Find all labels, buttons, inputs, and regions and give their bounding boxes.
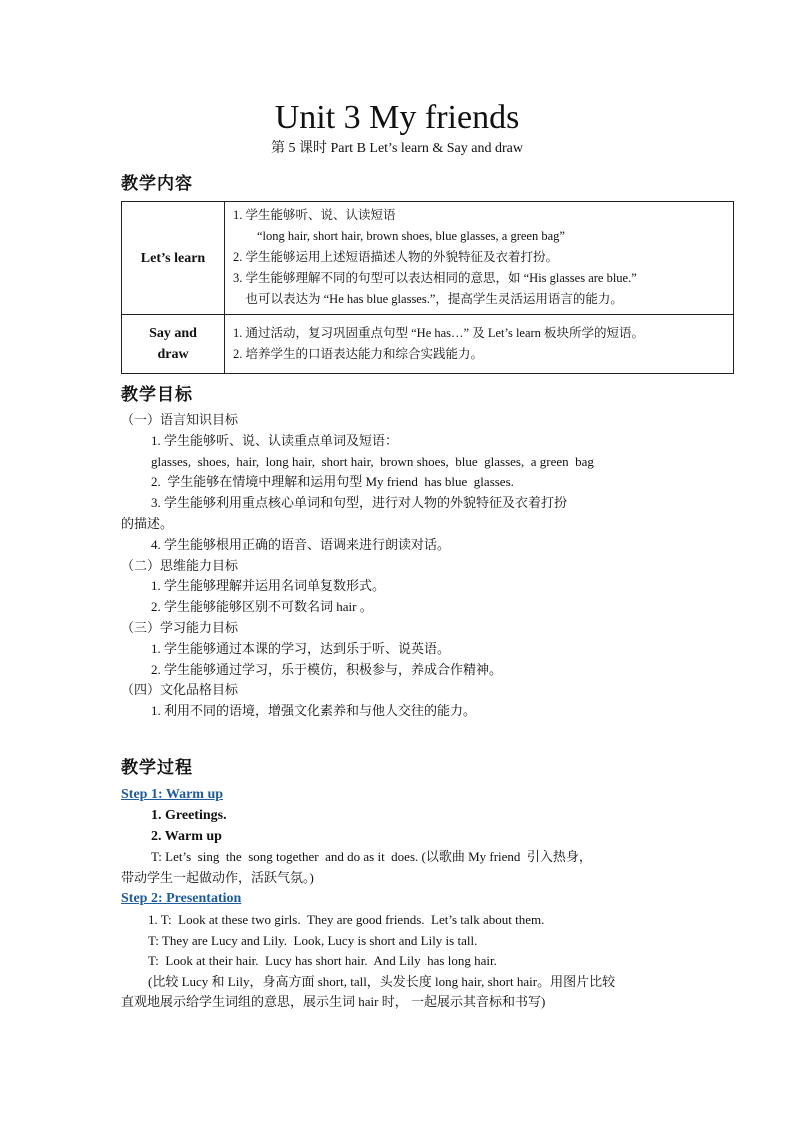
objective-item: 1. 学生能够理解并运用名词单复数形式。 — [151, 578, 386, 594]
row-label-line: draw — [157, 347, 189, 362]
description-line: 1. 学生能够听、说、认读短语 — [233, 208, 396, 222]
description-line: 3. 学生能够理解不同的句型可以表达相同的意思，如 “His glasses are blue.” — [233, 271, 637, 285]
section-heading-objectives: 教学目标 — [121, 385, 193, 405]
objective-item: glasses, shoes, hair, long hair, short hair, brown shoes, blue glasses, a green bag — [151, 453, 594, 469]
section-heading-content: 教学内容 — [121, 174, 193, 194]
step-line: (比较 Lucy 和 Lily，身高方面 short, tall，头发长度 long hair, short hair。用图片比较 — [148, 973, 616, 989]
step-1-content — [121, 806, 681, 888]
table-row — [122, 315, 734, 374]
step-2-content — [121, 910, 681, 1013]
description-line: 也可以表达为 “He has blue glasses.”，提高学生灵活运用语言的能力。 — [233, 292, 623, 306]
objective-category: （四）文化品格目标 — [121, 682, 239, 698]
step-1-heading: Step 1: Warm up — [121, 787, 224, 802]
row-label-lets-learn: Let’s learn — [122, 202, 225, 315]
document-title: Unit 3 My friends — [274, 99, 520, 136]
objective-category: （三）学习能力目标 — [121, 619, 239, 635]
step-line: T: They are Lucy and Lily. Look, Lucy is short and Lily is tall. — [148, 932, 478, 948]
objectives-list — [121, 410, 681, 722]
objective-item: 1. 学生能够听、说、认读重点单词及短语： — [151, 432, 399, 448]
description-line: 2. 培养学生的口语表达能力和综合实践能力。 — [233, 346, 484, 361]
step-line: 1. Greetings. — [151, 808, 227, 823]
objective-category: （二）思维能力目标 — [121, 557, 239, 573]
description-line: “long hair, short hair, brown shoes, blue glasses, a green bag” — [257, 229, 565, 243]
objective-item-continued: 的描述。 — [121, 515, 174, 531]
row-label-say-and-draw — [122, 315, 225, 374]
objective-item: 3. 学生能够利用重点核心单词和句型，进行对人物的外貌特征及衣着打扮 — [151, 495, 568, 511]
row-description — [225, 315, 734, 374]
description-line: 2. 学生能够运用上述短语描述人物的外貌特征及衣着打扮。 — [233, 250, 559, 264]
row-description — [225, 202, 734, 315]
description-line: 1. 通过活动，复习巩固重点句型 “He has…” 及 Let’s learn 板块所学的短语。 — [233, 325, 645, 340]
content-table — [121, 201, 734, 374]
step-line: 直观地展示给学生词组的意思，展示生词 hair 时， 一起展示其音标和书写) — [121, 994, 546, 1010]
objective-item: 2. 学生能够通过学习，乐于模仿，积极参与，养成合作精神。 — [151, 661, 503, 677]
table-row — [122, 202, 734, 315]
document-subtitle: 第 5 课时 Part B Let’s learn & Say and draw — [271, 141, 523, 156]
step-line: 带动学生一起做动作，活跃气氛。) — [121, 869, 314, 885]
step-line: 2. Warm up — [151, 828, 222, 844]
objective-item: 4. 学生能够根用正确的语音、语调来进行朗读对话。 — [151, 536, 451, 552]
step-line: T: Let’s sing the song together and do as it does. (以歌曲 My friend 引入热身， — [151, 849, 592, 865]
row-label-line: Say and — [149, 326, 197, 341]
objective-item: 1. 利用不同的语境，增强文化素养和与他人交往的能力。 — [151, 703, 477, 719]
step-line: T: Look at their hair. Lucy has short hair. And Lily has long hair. — [148, 953, 497, 969]
objective-item: 2. 学生能够在情境中理解和运用句型 My friend has blue glasses. — [151, 474, 514, 490]
section-heading-process: 教学过程 — [121, 758, 193, 778]
objective-category: （一）语言知识目标 — [121, 412, 239, 427]
objective-item: 1. 学生能够通过本课的学习，达到乐于听、说英语。 — [151, 640, 451, 656]
step-2-heading: Step 2: Presentation — [121, 891, 242, 906]
objective-item: 2. 学生能够能够区别不可数名词 hair 。 — [151, 599, 373, 615]
step-line: 1. T: Look at these two girls. They are good friends. Let’s talk about them. — [148, 912, 545, 927]
